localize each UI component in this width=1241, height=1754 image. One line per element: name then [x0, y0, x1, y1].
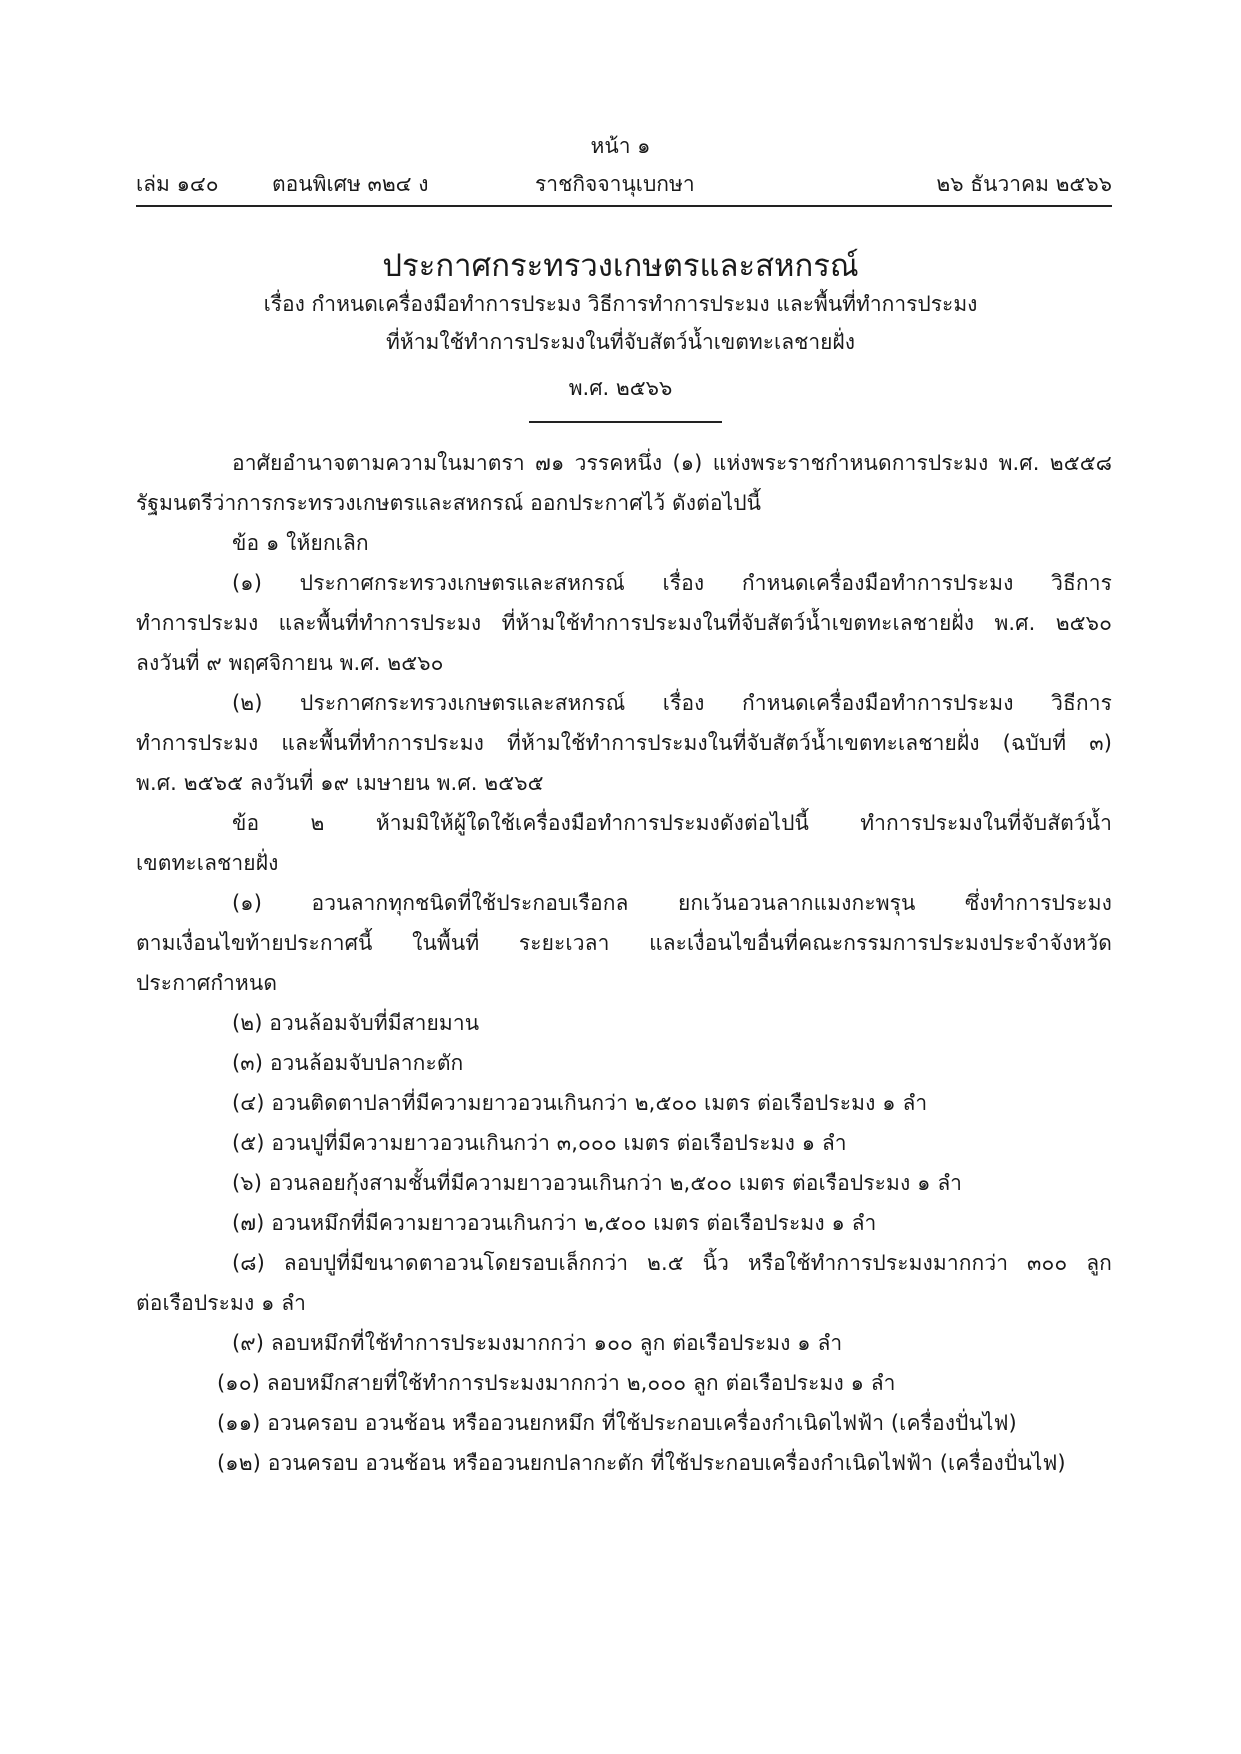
clause-2-heading-line-1: ข้อ ๒ ห้ามมิให้ผู้ใดใช้เครื่องมือทำการประมงดังต่อไปนี้ ทำการประมงในที่จับสัตว์น้ำ: [232, 811, 1112, 835]
clause-1-item-1-line-2: ทำการประมง และพื้นที่ทำการประมง ที่ห้ามใช้ทำการประมงในที่จับสัตว์น้ำเขตทะเลชายฝั่ง พ.ศ. ๒๕๖๐: [136, 611, 1112, 635]
gazette-header: [136, 168, 1112, 198]
publication-name: ราชกิจจานุเบกษา: [535, 172, 695, 196]
clause-2-item-6: (๖) อวนลอยกุ้งสามชั้นที่มีความยาวอวนเกินกว่า ๒,๕๐๐ เมตร ต่อเรือประมง ๑ ลำ: [232, 1171, 963, 1195]
publication-date: ๒๖ ธันวาคม ๒๕๖๖: [936, 172, 1112, 196]
clause-1-item-2-line-2: ทำการประมง และพื้นที่ทำการประมง ที่ห้ามใช้ทำการประมงในที่จับสัตว์น้ำเขตทะเลชายฝั่ง (ฉบับที่ ๓): [136, 731, 1112, 755]
clause-2-item-5: (๕) อวนปูที่มีความยาวอวนเกินกว่า ๓,๐๐๐ เมตร ต่อเรือประมง ๑ ลำ: [232, 1131, 847, 1155]
subject-line-2: ที่ห้ามใช้ทำการประมงในที่จับสัตว์น้ำเขตทะเลชายฝั่ง: [386, 330, 855, 354]
clause-2-item-3: (๓) อวนล้อมจับปลากะตัก: [232, 1051, 464, 1075]
clause-1-item-2-line-1: (๒) ประกาศกระทรวงเกษตรและสหกรณ์ เรื่อง กำหนดเครื่องมือทำการประมง วิธีการ: [232, 691, 1112, 715]
subject-line-1: เรื่อง กำหนดเครื่องมือทำการประมง วิธีการทำการประมง และพื้นที่ทำการประมง: [263, 292, 978, 316]
clause-1-item-2-line-3: พ.ศ. ๒๕๖๕ ลงวันที่ ๑๙ เมษายน พ.ศ. ๒๕๖๕: [136, 771, 544, 795]
clause-2-item-9: (๙) ลอบหมึกที่ใช้ทำการประมงมากกว่า ๑๐๐ ลูก ต่อเรือประมง ๑ ลำ: [232, 1331, 843, 1355]
announcement-year: พ.ศ. ๒๕๖๖: [568, 376, 673, 400]
clause-2-item-10: (๑๐) ลอบหมึกสายที่ใช้ทำการประมงมากกว่า ๒,๐๐๐ ลูก ต่อเรือประมง ๑ ลำ: [217, 1371, 896, 1395]
clause-2-item-8-line-1: (๘) ลอบปูที่มีขนาดตาอวนโดยรอบเล็กกว่า ๒.๕ นิ้ว หรือใช้ทำการประมงมากกว่า ๓๐๐ ลูก: [232, 1251, 1112, 1275]
header-divider: [136, 205, 1112, 207]
page-number: หน้า ๑: [590, 134, 651, 158]
clause-1-item-1-line-1: (๑) ประกาศกระทรวงเกษตรและสหกรณ์ เรื่อง กำหนดเครื่องมือทำการประมง วิธีการ: [232, 571, 1112, 595]
clause-2-item-1-line-3: ประกาศกำหนด: [136, 971, 278, 995]
preamble-line-1: อาศัยอำนาจตามความในมาตรา ๗๑ วรรคหนึ่ง (๑) แห่งพระราชกำหนดการประมง พ.ศ. ๒๕๕๘: [232, 451, 1112, 475]
clause-2-item-11: (๑๑) อวนครอบ อวนช้อน หรืออวนยกหมึก ที่ใช้ประกอบเครื่องกำเนิดไฟฟ้า (เครื่องปั่นไฟ): [217, 1411, 1017, 1435]
announcement-title: ประกาศกระทรวงเกษตรและสหกรณ์: [382, 248, 859, 284]
clause-2-item-4: (๔) อวนติดตาปลาที่มีความยาวอวนเกินกว่า ๒,๕๐๐ เมตร ต่อเรือประมง ๑ ลำ: [232, 1091, 928, 1115]
clause-2-item-12: (๑๒) อวนครอบ อวนช้อน หรืออวนยกปลากะตัก ที่ใช้ประกอบเครื่องกำเนิดไฟฟ้า (เครื่องปั่นไฟ): [217, 1451, 1066, 1475]
clause-2-item-1-line-1: (๑) อวนลากทุกชนิดที่ใช้ประกอบเรือกล ยกเว้นอวนลากแมงกะพรุน ซึ่งทำการประมง: [232, 891, 1112, 915]
clause-2-item-2: (๒) อวนล้อมจับที่มีสายมาน: [232, 1011, 480, 1035]
clause-2-item-7: (๗) อวนหมึกที่มีความยาวอวนเกินกว่า ๒,๕๐๐ เมตร ต่อเรือประมง ๑ ลำ: [232, 1211, 877, 1235]
clause-2-item-1-line-2: ตามเงื่อนไขท้ายประกาศนี้ ในพื้นที่ ระยะเวลา และเงื่อนไขอื่นที่คณะกรรมการประมงประจำจังหวัด: [136, 931, 1112, 955]
volume-label: เล่ม ๑๔๐: [136, 172, 219, 196]
clause-1-heading: ข้อ ๑ ให้ยกเลิก: [232, 531, 369, 555]
clause-1-item-1-line-3: ลงวันที่ ๙ พฤศจิกายน พ.ศ. ๒๕๖๐: [136, 651, 444, 675]
section-label: ตอนพิเศษ ๓๒๔ ง: [272, 172, 429, 196]
clause-2-item-8-line-2: ต่อเรือประมง ๑ ลำ: [136, 1291, 307, 1315]
clause-2-heading-line-2: เขตทะเลชายฝั่ง: [136, 851, 279, 875]
preamble-line-2: รัฐมนตรีว่าการกระทรวงเกษตรและสหกรณ์ ออกประกาศไว้ ดังต่อไปนี้: [136, 491, 762, 515]
title-divider: [529, 421, 722, 423]
